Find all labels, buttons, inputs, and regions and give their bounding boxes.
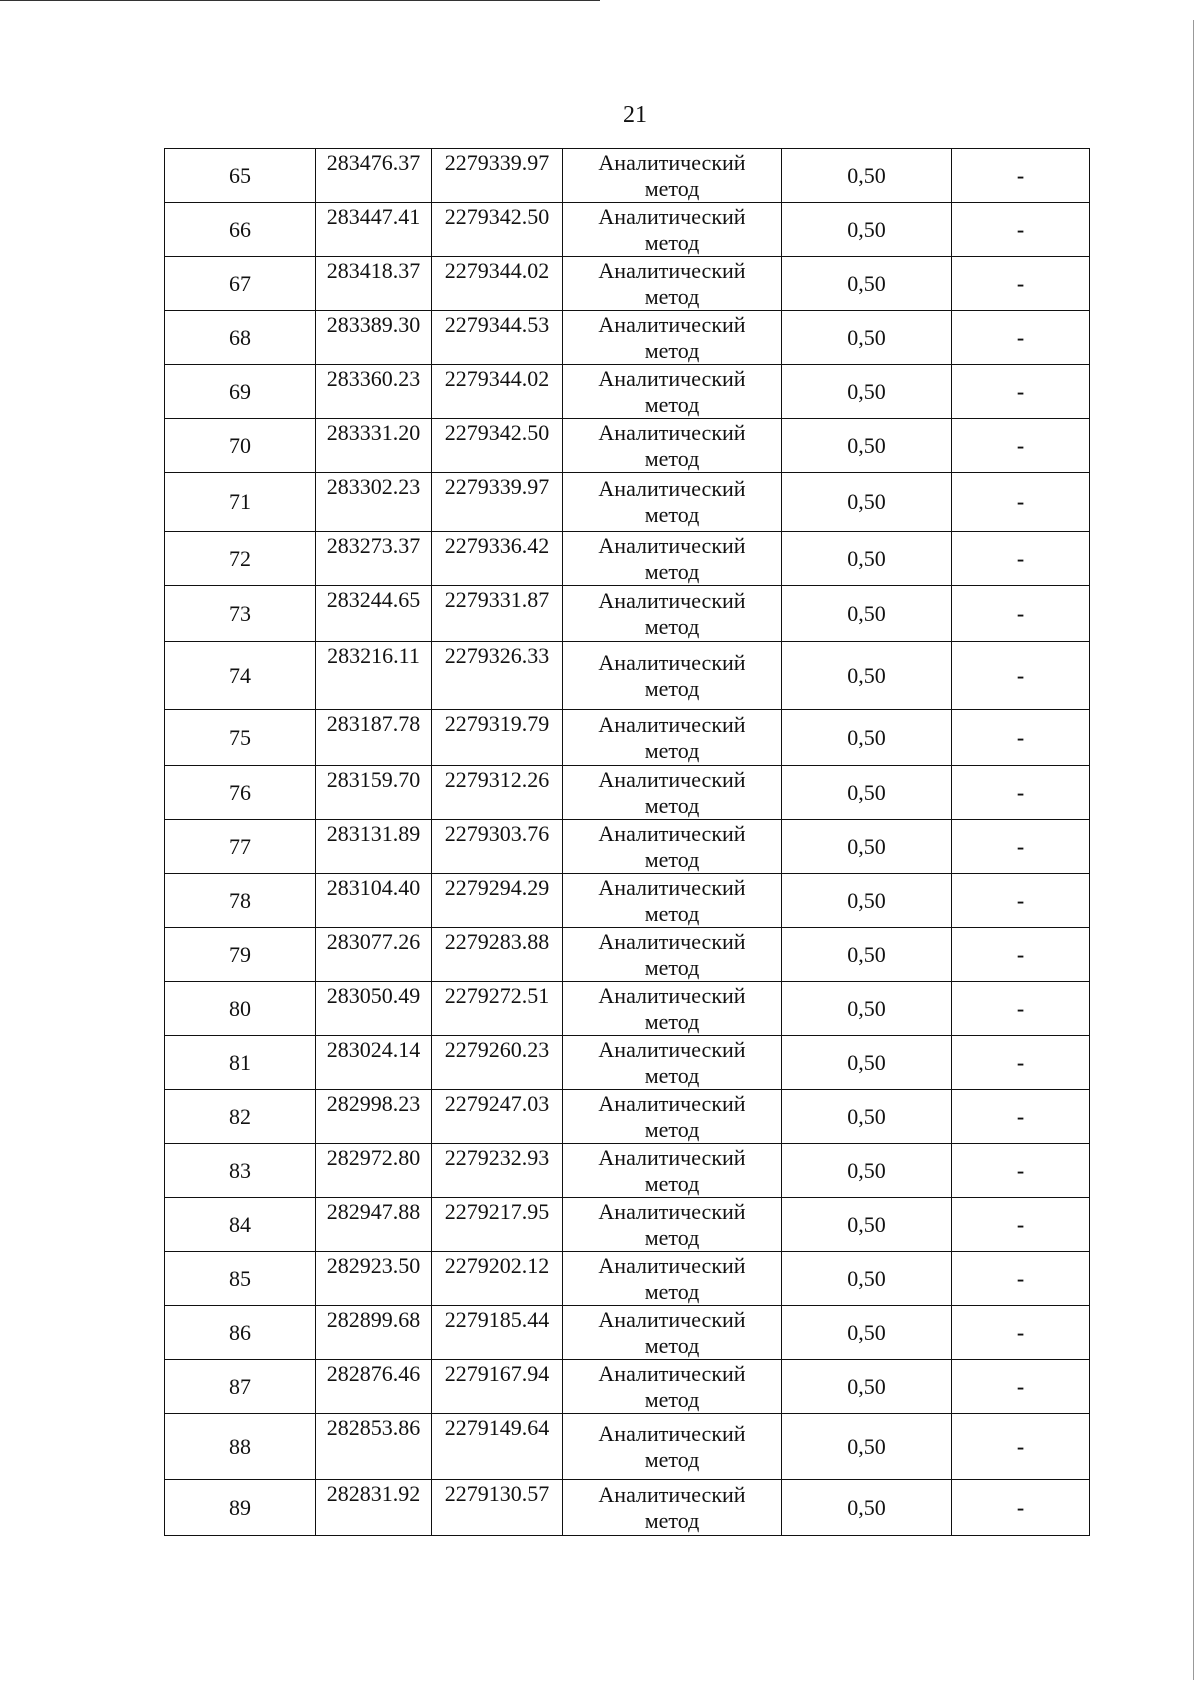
method-cell: [563, 928, 782, 982]
y-coordinate-cell: 2279303.76: [432, 820, 563, 874]
method-cell: [563, 1414, 782, 1480]
method-line-2: метод: [644, 1062, 700, 1088]
x-coordinate-cell: 283418.37: [316, 257, 432, 311]
table-row: [165, 1036, 1090, 1090]
method-line-1: Аналитический: [598, 711, 746, 737]
method-cell: [563, 766, 782, 820]
accuracy-cell: 0,50: [782, 1414, 952, 1480]
y-coordinate-cell: 2279344.53: [432, 311, 563, 365]
table-row: [165, 928, 1090, 982]
x-coordinate-cell: 283273.37: [316, 532, 432, 586]
point-number-cell: 76: [165, 766, 316, 820]
method-cell: [563, 1306, 782, 1360]
method-line-2: метод: [644, 1507, 700, 1533]
note-cell: -: [952, 982, 1090, 1036]
method-cell: [563, 1198, 782, 1252]
x-coordinate-cell: 283024.14: [316, 1036, 432, 1090]
note-cell: -: [952, 149, 1090, 203]
method-line-2: метод: [644, 1332, 700, 1358]
point-number-cell: 73: [165, 586, 316, 642]
table-row: [165, 710, 1090, 766]
method-cell: [563, 473, 782, 532]
note-cell: -: [952, 1414, 1090, 1480]
accuracy-cell: 0,50: [782, 532, 952, 586]
coordinates-table-body: [165, 149, 1090, 1536]
page-edge-right: [1193, 20, 1194, 1680]
table-row: [165, 586, 1090, 642]
y-coordinate-cell: 2279331.87: [432, 586, 563, 642]
x-coordinate-cell: 283447.41: [316, 203, 432, 257]
method-line-1: Аналитический: [598, 928, 746, 954]
method-line-1: Аналитический: [598, 1252, 746, 1278]
y-coordinate-cell: 2279344.02: [432, 257, 563, 311]
table-row: [165, 1414, 1090, 1480]
table-row: [165, 257, 1090, 311]
x-coordinate-cell: 282831.92: [316, 1480, 432, 1536]
method-cell: [563, 820, 782, 874]
method-line-2: метод: [644, 900, 700, 926]
accuracy-cell: 0,50: [782, 710, 952, 766]
y-coordinate-cell: 2279283.88: [432, 928, 563, 982]
point-number-cell: 68: [165, 311, 316, 365]
table-row: [165, 982, 1090, 1036]
method-cell: [563, 311, 782, 365]
point-number-cell: 77: [165, 820, 316, 874]
note-cell: -: [952, 311, 1090, 365]
method-line-2: метод: [644, 675, 700, 701]
x-coordinate-cell: 283104.40: [316, 874, 432, 928]
x-coordinate-cell: 283302.23: [316, 473, 432, 532]
y-coordinate-cell: 2279344.02: [432, 365, 563, 419]
page-edge-top: [0, 0, 600, 1]
method-line-2: метод: [644, 283, 700, 309]
accuracy-cell: 0,50: [782, 1252, 952, 1306]
method-line-1: Аналитический: [598, 587, 746, 613]
method-line-1: Аналитический: [598, 203, 746, 229]
accuracy-cell: 0,50: [782, 149, 952, 203]
point-number-cell: 71: [165, 473, 316, 532]
point-number-cell: 82: [165, 1090, 316, 1144]
note-cell: -: [952, 1480, 1090, 1536]
table-row: [165, 365, 1090, 419]
point-number-cell: 72: [165, 532, 316, 586]
point-number-cell: 70: [165, 419, 316, 473]
method-line-2: метод: [644, 1278, 700, 1304]
method-line-1: Аналитический: [598, 820, 746, 846]
table-row: [165, 473, 1090, 532]
method-line-1: Аналитический: [598, 1306, 746, 1332]
method-line-2: метод: [644, 229, 700, 255]
y-coordinate-cell: 2279339.97: [432, 149, 563, 203]
method-line-1: Аналитический: [598, 311, 746, 337]
accuracy-cell: 0,50: [782, 1144, 952, 1198]
y-coordinate-cell: 2279217.95: [432, 1198, 563, 1252]
accuracy-cell: 0,50: [782, 1480, 952, 1536]
x-coordinate-cell: 283187.78: [316, 710, 432, 766]
note-cell: -: [952, 1306, 1090, 1360]
method-line-1: Аналитический: [598, 1036, 746, 1062]
method-cell: [563, 1144, 782, 1198]
note-cell: -: [952, 532, 1090, 586]
note-cell: -: [952, 1090, 1090, 1144]
method-line-2: метод: [644, 558, 700, 584]
accuracy-cell: 0,50: [782, 365, 952, 419]
point-number-cell: 85: [165, 1252, 316, 1306]
note-cell: -: [952, 642, 1090, 710]
method-line-2: метод: [644, 502, 700, 527]
method-line-2: метод: [644, 1008, 700, 1034]
point-number-cell: 86: [165, 1306, 316, 1360]
method-line-1: Аналитический: [598, 982, 746, 1008]
y-coordinate-cell: 2279312.26: [432, 766, 563, 820]
accuracy-cell: 0,50: [782, 928, 952, 982]
method-cell: [563, 586, 782, 642]
method-line-2: метод: [644, 1446, 700, 1472]
x-coordinate-cell: 282947.88: [316, 1198, 432, 1252]
method-line-1: Аналитический: [598, 874, 746, 900]
x-coordinate-cell: 283360.23: [316, 365, 432, 419]
note-cell: -: [952, 820, 1090, 874]
table-row: [165, 1252, 1090, 1306]
accuracy-cell: 0,50: [782, 1090, 952, 1144]
method-line-2: метод: [644, 445, 700, 471]
x-coordinate-cell: 283331.20: [316, 419, 432, 473]
accuracy-cell: 0,50: [782, 820, 952, 874]
table-row: [165, 419, 1090, 473]
y-coordinate-cell: 2279272.51: [432, 982, 563, 1036]
accuracy-cell: 0,50: [782, 642, 952, 710]
note-cell: -: [952, 365, 1090, 419]
accuracy-cell: 0,50: [782, 1198, 952, 1252]
note-cell: -: [952, 473, 1090, 532]
table-row: [165, 203, 1090, 257]
method-line-2: метод: [644, 1116, 700, 1142]
method-cell: [563, 203, 782, 257]
x-coordinate-cell: 283050.49: [316, 982, 432, 1036]
note-cell: -: [952, 1144, 1090, 1198]
x-coordinate-cell: 282876.46: [316, 1360, 432, 1414]
method-line-2: метод: [644, 1224, 700, 1250]
method-line-1: Аналитический: [598, 1144, 746, 1170]
method-line-1: Аналитический: [598, 1420, 746, 1446]
method-cell: [563, 257, 782, 311]
method-line-2: метод: [644, 954, 700, 980]
method-line-2: метод: [644, 175, 700, 201]
y-coordinate-cell: 2279232.93: [432, 1144, 563, 1198]
table-row: [165, 642, 1090, 710]
note-cell: -: [952, 928, 1090, 982]
y-coordinate-cell: 2279342.50: [432, 419, 563, 473]
method-line-1: Аналитический: [598, 649, 746, 675]
method-cell: [563, 149, 782, 203]
method-line-1: Аналитический: [598, 1090, 746, 1116]
note-cell: -: [952, 1036, 1090, 1090]
y-coordinate-cell: 2279294.29: [432, 874, 563, 928]
table-row: [165, 820, 1090, 874]
method-line-1: Аналитический: [598, 1360, 746, 1386]
method-line-1: Аналитический: [598, 149, 746, 175]
x-coordinate-cell: 282853.86: [316, 1414, 432, 1480]
point-number-cell: 75: [165, 710, 316, 766]
method-line-1: Аналитический: [598, 365, 746, 391]
table-row: [165, 1306, 1090, 1360]
accuracy-cell: 0,50: [782, 257, 952, 311]
x-coordinate-cell: 283131.89: [316, 820, 432, 874]
point-number-cell: 83: [165, 1144, 316, 1198]
x-coordinate-cell: 282899.68: [316, 1306, 432, 1360]
coordinates-table: [164, 148, 1090, 1536]
y-coordinate-cell: 2279336.42: [432, 532, 563, 586]
x-coordinate-cell: 283476.37: [316, 149, 432, 203]
accuracy-cell: 0,50: [782, 203, 952, 257]
x-coordinate-cell: 282972.80: [316, 1144, 432, 1198]
table-row: [165, 311, 1090, 365]
y-coordinate-cell: 2279326.33: [432, 642, 563, 710]
y-coordinate-cell: 2279260.23: [432, 1036, 563, 1090]
point-number-cell: 80: [165, 982, 316, 1036]
method-cell: [563, 365, 782, 419]
point-number-cell: 89: [165, 1480, 316, 1536]
point-number-cell: 88: [165, 1414, 316, 1480]
table-row: [165, 1480, 1090, 1536]
note-cell: -: [952, 1252, 1090, 1306]
point-number-cell: 84: [165, 1198, 316, 1252]
method-cell: [563, 532, 782, 586]
accuracy-cell: 0,50: [782, 1360, 952, 1414]
point-number-cell: 67: [165, 257, 316, 311]
note-cell: -: [952, 710, 1090, 766]
method-cell: [563, 642, 782, 710]
note-cell: -: [952, 203, 1090, 257]
accuracy-cell: 0,50: [782, 982, 952, 1036]
table-row: [165, 874, 1090, 928]
table-row: [165, 1090, 1090, 1144]
y-coordinate-cell: 2279185.44: [432, 1306, 563, 1360]
y-coordinate-cell: 2279130.57: [432, 1480, 563, 1536]
table-row: [165, 766, 1090, 820]
method-cell: [563, 982, 782, 1036]
note-cell: -: [952, 874, 1090, 928]
accuracy-cell: 0,50: [782, 419, 952, 473]
y-coordinate-cell: 2279202.12: [432, 1252, 563, 1306]
accuracy-cell: 0,50: [782, 1306, 952, 1360]
note-cell: -: [952, 257, 1090, 311]
accuracy-cell: 0,50: [782, 586, 952, 642]
point-number-cell: 79: [165, 928, 316, 982]
method-cell: [563, 1036, 782, 1090]
point-number-cell: 69: [165, 365, 316, 419]
method-line-2: метод: [644, 1386, 700, 1412]
method-line-1: Аналитический: [598, 257, 746, 283]
method-line-1: Аналитический: [598, 1198, 746, 1224]
x-coordinate-cell: 282923.50: [316, 1252, 432, 1306]
method-line-2: метод: [644, 737, 700, 763]
y-coordinate-cell: 2279339.97: [432, 473, 563, 532]
x-coordinate-cell: 283077.26: [316, 928, 432, 982]
table-row: [165, 1198, 1090, 1252]
point-number-cell: 66: [165, 203, 316, 257]
accuracy-cell: 0,50: [782, 1036, 952, 1090]
accuracy-cell: 0,50: [782, 311, 952, 365]
point-number-cell: 78: [165, 874, 316, 928]
accuracy-cell: 0,50: [782, 473, 952, 532]
method-cell: [563, 1090, 782, 1144]
method-cell: [563, 1480, 782, 1536]
y-coordinate-cell: 2279149.64: [432, 1414, 563, 1480]
table-row: [165, 149, 1090, 203]
accuracy-cell: 0,50: [782, 766, 952, 820]
method-line-1: Аналитический: [598, 1481, 746, 1507]
method-line-1: Аналитический: [598, 476, 746, 501]
y-coordinate-cell: 2279167.94: [432, 1360, 563, 1414]
x-coordinate-cell: 282998.23: [316, 1090, 432, 1144]
point-number-cell: 74: [165, 642, 316, 710]
method-line-2: метод: [644, 846, 700, 872]
method-line-2: метод: [644, 391, 700, 417]
method-cell: [563, 1360, 782, 1414]
page-number: 21: [623, 102, 647, 128]
method-line-1: Аналитический: [598, 532, 746, 558]
table-row: [165, 532, 1090, 586]
note-cell: -: [952, 766, 1090, 820]
method-line-2: метод: [644, 1170, 700, 1196]
note-cell: -: [952, 1360, 1090, 1414]
point-number-cell: 87: [165, 1360, 316, 1414]
table-row: [165, 1360, 1090, 1414]
x-coordinate-cell: 283159.70: [316, 766, 432, 820]
method-line-2: метод: [644, 613, 700, 639]
method-cell: [563, 710, 782, 766]
point-number-cell: 81: [165, 1036, 316, 1090]
note-cell: -: [952, 1198, 1090, 1252]
y-coordinate-cell: 2279319.79: [432, 710, 563, 766]
method-cell: [563, 874, 782, 928]
note-cell: -: [952, 586, 1090, 642]
method-line-2: метод: [644, 337, 700, 363]
method-line-2: метод: [644, 792, 700, 818]
point-number-cell: 65: [165, 149, 316, 203]
y-coordinate-cell: 2279247.03: [432, 1090, 563, 1144]
y-coordinate-cell: 2279342.50: [432, 203, 563, 257]
x-coordinate-cell: 283244.65: [316, 586, 432, 642]
method-line-1: Аналитический: [598, 766, 746, 792]
accuracy-cell: 0,50: [782, 874, 952, 928]
x-coordinate-cell: 283389.30: [316, 311, 432, 365]
table-row: [165, 1144, 1090, 1198]
x-coordinate-cell: 283216.11: [316, 642, 432, 710]
method-cell: [563, 419, 782, 473]
method-cell: [563, 1252, 782, 1306]
note-cell: -: [952, 419, 1090, 473]
method-line-1: Аналитический: [598, 419, 746, 445]
